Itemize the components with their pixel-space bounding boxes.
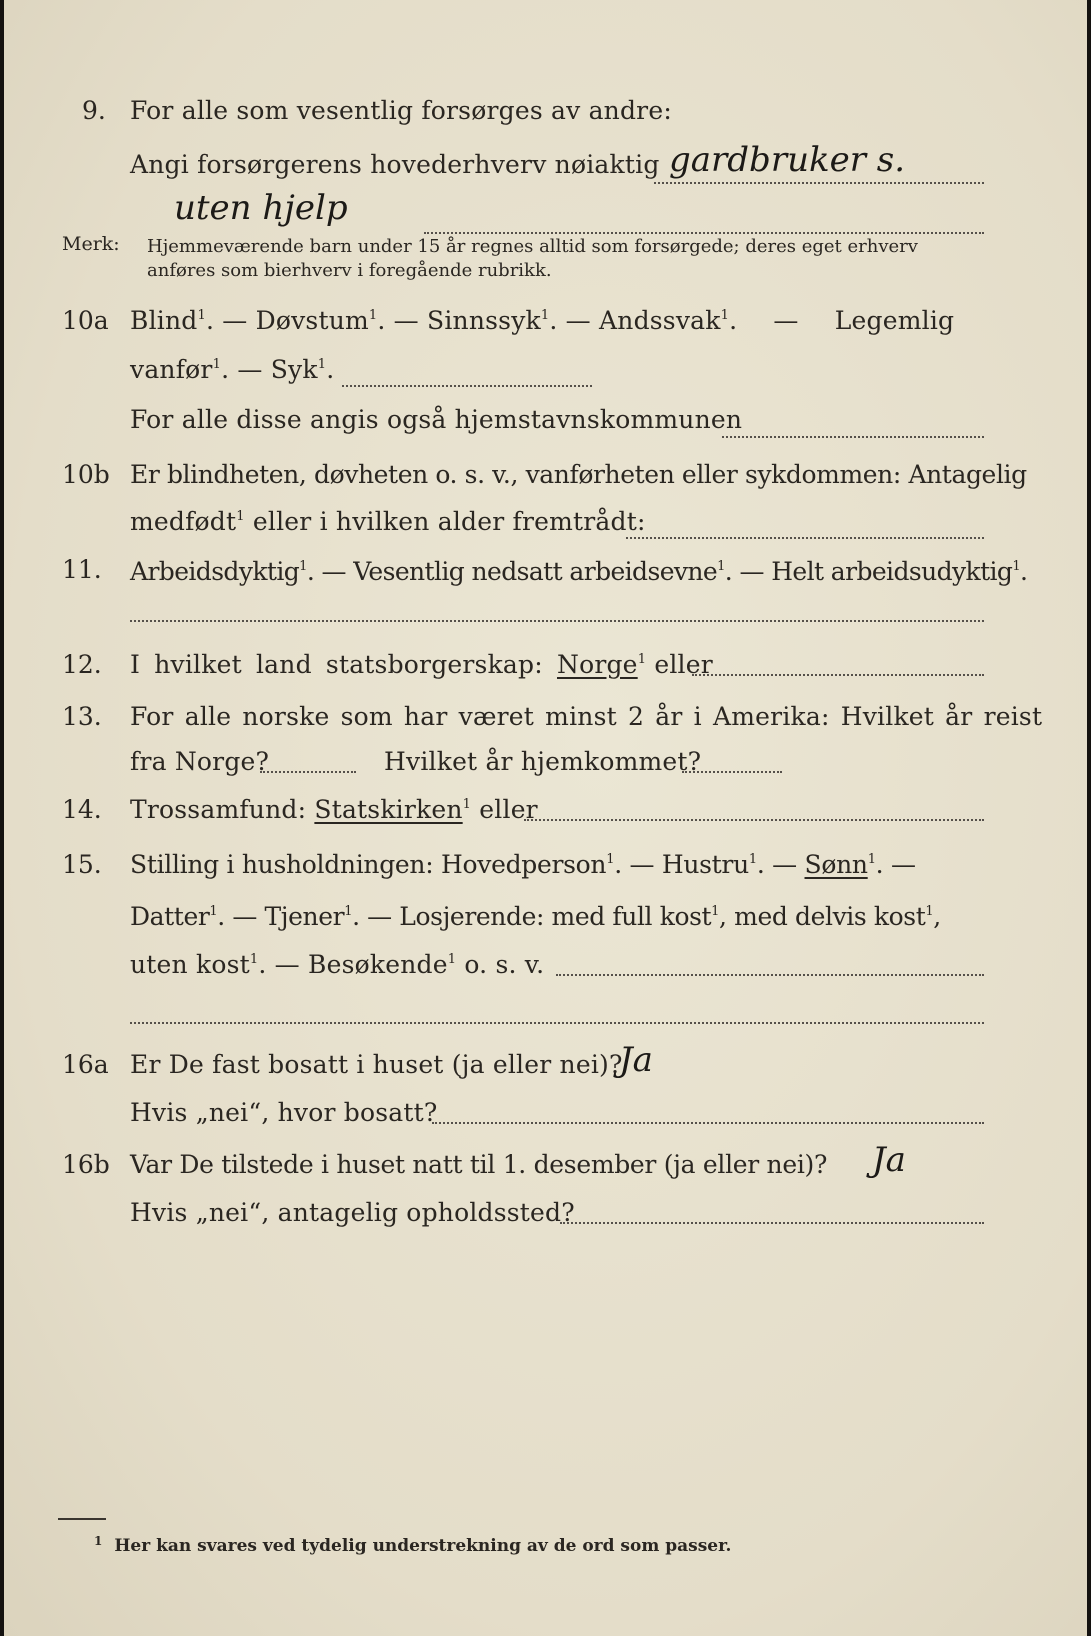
option-sinnssyk: . — Sinnssyk — [377, 306, 541, 335]
option-sonn-underlined: Sønn — [804, 850, 868, 879]
q10a-answer-line1 — [342, 385, 592, 387]
q14-question: Trossamfund: — [130, 795, 315, 824]
q11-number: 11. — [62, 555, 102, 584]
option-vanfor: vanfør — [130, 355, 213, 384]
q16a-answer-line — [432, 1122, 984, 1124]
q9-line1: For alle som vesentlig forsørges av andre: — [130, 96, 672, 125]
q13-line2a: fra Norge? — [130, 747, 270, 776]
footnote-mark: 1 — [94, 1534, 103, 1548]
q10b-alder: eller i hvilken alder fremtrådt: — [244, 507, 646, 536]
q9-note-line1: Hjemmeværende barn under 15 år regnes alltid som forsørgede; deres eget erhverv — [147, 236, 918, 257]
q15-osv: o. s. v. — [456, 950, 545, 979]
q16a-line2: Hvis „nei“, hvor bosatt? — [130, 1098, 438, 1127]
q16b-line1: Var De tilstede i huset natt til 1. desember (ja eller nei)? — [130, 1150, 828, 1179]
option-nedsatt: . — Vesentlig nedsatt arbeidsevne — [306, 557, 718, 586]
q16b-answer-line — [560, 1222, 984, 1224]
q10b-line2: medfødt$^1$ eller i hvilken alder fremtrådt: — [130, 507, 646, 536]
q16a-number: 16a — [62, 1050, 109, 1079]
option-legemlig: . — Legemlig — [729, 306, 955, 335]
option-hustru: . — Hustru — [614, 850, 749, 879]
q11-answer-line — [130, 620, 984, 622]
option-uten-kost: uten kost — [130, 950, 250, 979]
q12-question: I hvilket land statsborgerskap: — [130, 650, 557, 679]
q16a-line1: Er De fast bosatt i huset (ja eller nei)? — [130, 1050, 623, 1079]
q10a-number: 10a — [62, 306, 109, 335]
q10b-answer-line — [626, 537, 984, 539]
q10a-line2: vanfør$^1$. — Syk$^1$. — [130, 355, 335, 384]
q9-answer-line1 — [654, 182, 984, 184]
option-besokende: . — Besøkende — [258, 950, 448, 979]
q13-reist-answer-line — [260, 771, 356, 773]
q9-line2: Angi forsørgerens hovederhverv nøiaktig — [130, 150, 660, 179]
option-statskirken-underlined: Statskirken — [314, 795, 463, 824]
q12-eller: eller — [646, 650, 713, 679]
q16a-handwritten-answer: Ja — [619, 1040, 653, 1080]
q14-answer-line — [524, 819, 984, 821]
q16b-line2: Hvis „nei“, antagelig opholdssted? — [130, 1198, 575, 1227]
option-arbeidsdyktig: Arbeidsdyktig — [130, 557, 300, 586]
q10a-line3: For alle disse angis også hjemstavnskommunen — [130, 405, 743, 434]
q15-dash2: . — — [875, 850, 916, 879]
q12-answer-line — [692, 674, 984, 676]
q16b-handwritten-answer: Ja — [872, 1140, 906, 1180]
q9-answer-line2 — [424, 232, 984, 234]
q9-note-line2: anføres som bierhverv i foregående rubrikk. — [147, 260, 552, 281]
q13-number: 13. — [62, 702, 102, 731]
q9-number: 9. — [82, 96, 106, 125]
q12-number: 12. — [62, 650, 102, 679]
option-delvis-kost: , med delvis kost — [719, 902, 926, 931]
footnote-text: Her kan svares ved tydelig understrekning av de ord som passer. — [114, 1536, 732, 1556]
q12-line: I hvilket land statsborgerskap: Norge$^1$ eller — [130, 650, 713, 679]
q10a-line1: Blind$^1$. — Døvstum$^1$. — Sinnssyk$^1$. — Andssvak$^1$. — Legemlig — [130, 306, 955, 335]
footnote-rule — [58, 1518, 106, 1520]
q14-eller: eller — [471, 795, 538, 824]
option-tjener: . — Tjener — [217, 902, 345, 931]
q15-line2: Datter$^1$. — Tjener$^1$. — Losjerende: med full kost$^1$, med delvis kost$^1$, — [130, 902, 941, 931]
option-norge-underlined: Norge — [557, 650, 638, 679]
q9-handwritten-answer2: uten hjelp — [174, 188, 348, 228]
q9-handwritten-answer1: gardbruker s. — [669, 140, 906, 180]
option-medfodt: medfødt — [130, 507, 237, 536]
option-full-kost: . — Losjerende: med full kost — [352, 902, 712, 931]
option-blind: Blind — [130, 306, 198, 335]
q13-hjemkommet-answer-line — [682, 771, 782, 773]
q11-period: . — [1019, 557, 1028, 586]
q14-line: Trossamfund: Statskirken$^1$ eller — [130, 795, 538, 824]
q10b-line1: Er blindheten, døvheten o. s. v., vanførheten eller sykdommen: Antagelig — [130, 460, 1027, 489]
q15-answer-line1 — [556, 974, 984, 976]
q13-line1: For alle norske som har været minst 2 år i Amerika: Hvilket år reist — [130, 702, 1043, 731]
q15-dash: . — — [756, 850, 805, 879]
q9-note-label: Merk: — [62, 233, 120, 255]
option-datter: Datter — [130, 902, 210, 931]
q15-number: 15. — [62, 850, 102, 879]
q15-line3: uten kost$^1$. — Besøkende$^1$ o. s. v. — [130, 950, 545, 979]
q13-line2b: Hvilket år hjemkommet? — [384, 747, 702, 776]
q10b-number: 10b — [62, 460, 110, 489]
q16b-number: 16b — [62, 1150, 110, 1179]
option-andssvak: . — Andssvak — [549, 306, 721, 335]
option-syk: . — Syk — [221, 355, 318, 384]
q11-line1: Arbeidsdyktig$^1$. — Vesentlig nedsatt arbeidsevne$^1$. — Helt arbeidsudyktig$^1$. — [130, 557, 1028, 586]
option-dovstum: . — Døvstum — [205, 306, 369, 335]
census-form-page — [4, 0, 1087, 1636]
footnote — [94, 1534, 731, 1556]
q14-number: 14. — [62, 795, 102, 824]
q10a-answer-line2 — [722, 436, 984, 438]
q10a-period: . — [326, 355, 335, 384]
q15-answer-line2 — [130, 1022, 984, 1024]
q15-line1: Stilling i husholdningen: Hovedperson$^1$. — Hustru$^1$. — Sønn$^1$. — — [130, 850, 916, 879]
q15-comma: , — [933, 902, 941, 931]
option-udyktig: . — Helt arbeidsudyktig — [724, 557, 1013, 586]
option-hovedperson: Stilling i husholdningen: Hovedperson — [130, 850, 607, 879]
